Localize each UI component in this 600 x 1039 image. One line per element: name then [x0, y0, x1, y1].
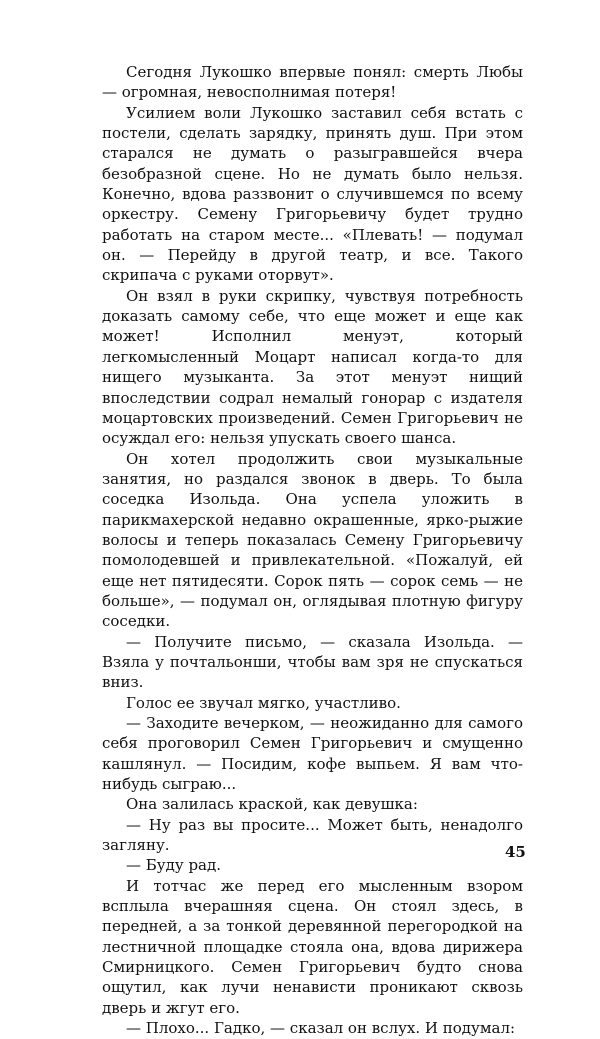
paragraph: Голос ее звучал мягко, участливо. — [126, 693, 401, 712]
paragraph: — Буду рад. — [126, 856, 221, 875]
paragraph: Он взял в руки скрипку, чувствуя потребность доказать самому себе, что еще может и еще как может! Исполнил менуэт, который легкомысленный Моцарт написал когда-то для нищего музыканта. За этот менуэт нищий впоследствии содрал немалый гонорар с издателя моцартовских произведений. Семен Григорьевич не осуждал его: нельзя упускать своего шанса. — [102, 286, 523, 448]
body-text — [102, 62, 523, 1039]
paragraph: — Получите письмо, — сказала Изольда. — Взяла у почтальонши, чтобы вам зря не спускаться вниз. — [102, 632, 523, 692]
paragraph: Она залилась краской, как девушка: — [126, 795, 418, 814]
paragraph: — Заходите вечерком, — неожиданно для самого себя проговорил Семен Григорьевич и смущенно кашлянул. — Посидим, кофе выпьем. Я вам что-нибудь сыграю... — [102, 714, 523, 794]
paragraph: Он хотел продолжить свои музыкальные занятия, но раздался звонок в дверь. То была соседка Изольда. Она успела уложить в парикмахерской недавно окрашенные, ярко-рыжие волосы и теперь показалась Семену Григорьевичу помолодевшей и привлекательной. «Пожалуй, ей еще нет пятидесяти. Сорок пять — сорок семь — не больше», — подумал он, оглядывая плотную фигуру соседки. — [102, 449, 523, 631]
paragraph: — Плохо... Гадко, — сказал он вслух. И подумал: — [126, 1019, 516, 1038]
page-number: 45 — [505, 843, 526, 861]
paragraph: Сегодня Лукошко впервые понял: смерть Любы — огромная, невосполнимая потеря! — [102, 63, 523, 102]
paragraph: Усилием воли Лукошко заставил себя встать с постели, сделать зарядку, принять душ. При этом старался не думать о разыгравшейся вчера безобразной сцене. Но не думать было нельзя. Конечно, вдова раззвонит о случившемся по всему оркестру. Семену Григорьевичу будет трудно работать на старом месте... «Плевать! — подумал он. — Перейду в другой театр, и все. Такого скрипача с руками оторвут». — [102, 103, 523, 285]
paragraph: И тотчас же перед его мысленным взором всплыла вчерашняя сцена. Он стоял здесь, в передней, а за тонкой деревянной перегородкой на лестничной площадке стояла она, вдова дирижера Смирницкого. Семен Григорьевич будто снова ощутил, как лучи ненависти проникают сквозь дверь и жгут его. — [102, 876, 523, 1017]
paragraph: — Ну раз вы просите... Может быть, ненадолго загляну. — [102, 815, 523, 855]
